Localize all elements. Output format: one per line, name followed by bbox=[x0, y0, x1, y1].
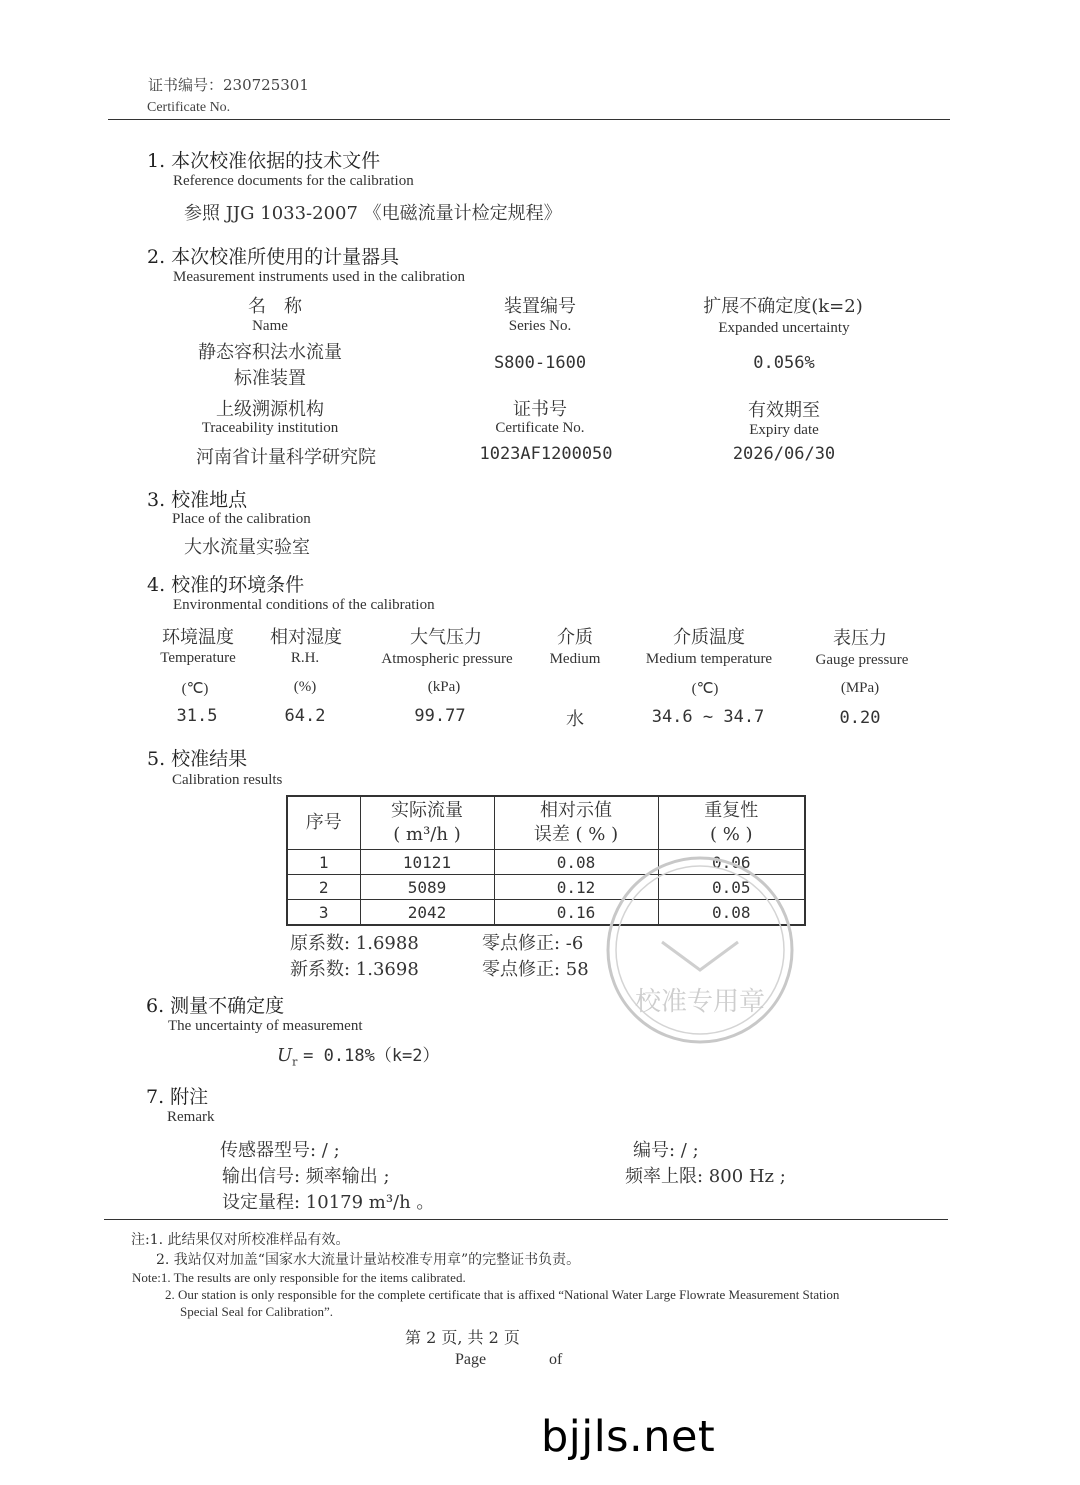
section-4-subtitle: Environmental conditions of the calibration bbox=[173, 597, 435, 613]
section-6-subtitle: The uncertainty of measurement bbox=[168, 1018, 363, 1034]
section-5-title: 5. 校准结果 bbox=[147, 748, 248, 770]
col-series-en: Series No. bbox=[508, 318, 572, 334]
expiry-date: 2026/06/30 bbox=[732, 444, 836, 464]
col-uncertainty-cn: 扩展不确定度(k=2) bbox=[703, 296, 863, 317]
seal-star-mark bbox=[662, 942, 738, 970]
site-watermark: bjjls.net bbox=[541, 1412, 716, 1462]
seal-text: 校准专用章 bbox=[634, 987, 766, 1017]
cell-error: 0.12 bbox=[494, 875, 658, 900]
env-medium-value: 水 bbox=[566, 709, 584, 730]
col-uncertainty-en: Expanded uncertainty bbox=[718, 320, 850, 336]
section-5-subtitle: Calibration results bbox=[172, 772, 283, 788]
certificate-number-label-en: Certificate No. bbox=[147, 100, 231, 115]
cell-repeatability: 0.05 bbox=[658, 875, 805, 900]
env-pressure-unit: (kPa) bbox=[427, 679, 461, 695]
cell-error: 0.08 bbox=[494, 850, 658, 875]
original-zero-correction: 零点修正: -6 bbox=[482, 933, 584, 954]
env-gauge-unit: (MPa) bbox=[840, 680, 880, 696]
env-rh-value: 64.2 bbox=[284, 706, 326, 726]
cell-flow: 10121 bbox=[360, 850, 494, 875]
ur-value: = 0.18%（k=2） bbox=[303, 1046, 440, 1066]
section-1-title: 1. 本次校准依据的技术文件 bbox=[147, 150, 381, 172]
sensor-serial: 编号: / ; bbox=[633, 1140, 699, 1161]
header-flow bbox=[360, 796, 494, 850]
new-coefficient: 新系数: 1.3698 bbox=[290, 959, 419, 980]
env-gauge-en: Gauge pressure bbox=[815, 652, 909, 668]
section-1-subtitle: Reference documents for the calibration bbox=[173, 173, 414, 189]
header-rep-line1: 重复性 bbox=[704, 800, 759, 821]
col-traceability-en: Traceability institution bbox=[201, 420, 339, 436]
page-of-en: of bbox=[549, 1351, 563, 1368]
header-error-line1: 相对示值 bbox=[540, 800, 612, 821]
section-3-title: 3. 校准地点 bbox=[147, 489, 248, 511]
cell-flow: 2042 bbox=[360, 900, 494, 926]
certificate-number: 证书编号：230725301 bbox=[148, 76, 309, 94]
col-expiry-en: Expiry date bbox=[749, 422, 819, 438]
env-medium-en: Medium bbox=[549, 651, 601, 667]
col-cert-en: Certificate No. bbox=[495, 420, 585, 436]
env-medium-temp-value: 34.6 ~ 34.7 bbox=[651, 707, 765, 727]
instrument-name-line1: 静态容积法水流量 bbox=[198, 342, 342, 363]
page-label-en: Page bbox=[455, 1351, 487, 1368]
env-rh-unit: (%) bbox=[293, 679, 317, 695]
table-header-row bbox=[287, 796, 805, 850]
uncertainty-formula bbox=[277, 1041, 440, 1069]
note-en-2b: Special Seal for Calibration”. bbox=[180, 1304, 334, 1319]
cell-seq: 2 bbox=[287, 875, 360, 900]
env-temp-cn: 环境温度 bbox=[162, 627, 234, 648]
output-signal: 输出信号: 频率输出 ; bbox=[222, 1166, 390, 1187]
instrument-name-line2: 标准装置 bbox=[234, 368, 306, 389]
env-medium-temp-unit: (℃) bbox=[691, 681, 719, 697]
header-seq: 序号 bbox=[287, 796, 360, 850]
series-number: S800-1600 bbox=[493, 353, 587, 373]
col-name-cn: 名 称 bbox=[248, 296, 302, 317]
header-rule bbox=[108, 119, 950, 120]
env-gauge-value: 0.20 bbox=[839, 708, 881, 728]
expanded-uncertainty-value: 0.056% bbox=[753, 353, 815, 373]
header-error bbox=[494, 796, 658, 850]
note-en-2a: 2. Our station is only responsible for the complete certificate that is affixed “National Water Large Flowrate Measurement Station bbox=[165, 1287, 840, 1302]
header-repeatability bbox=[658, 796, 805, 850]
cell-error: 0.16 bbox=[494, 900, 658, 926]
env-rh-cn: 相对湿度 bbox=[270, 627, 342, 648]
traceability-institution: 河南省计量科学研究院 bbox=[196, 447, 376, 468]
col-series-cn: 装置编号 bbox=[504, 296, 576, 317]
note-cn-2: 2. 我站仅对加盖“国家水大流量计量站校准专用章”的完整证书负责。 bbox=[156, 1252, 581, 1268]
cell-flow: 5089 bbox=[360, 875, 494, 900]
section-3-subtitle: Place of the calibration bbox=[172, 511, 311, 527]
note-en-1: Note:1. The results are only responsible for the items calibrated. bbox=[132, 1270, 466, 1285]
ur-symbol: U bbox=[277, 1045, 293, 1066]
header-flow-line2: ( m³/h ) bbox=[393, 824, 461, 845]
env-pressure-value: 99.77 bbox=[414, 706, 466, 726]
header-error-line2: 误差 ( % ) bbox=[533, 824, 619, 845]
original-coefficient: 原系数: 1.6988 bbox=[290, 933, 419, 954]
set-range: 设定量程: 10179 m³/h 。 bbox=[222, 1192, 435, 1213]
cell-seq: 3 bbox=[287, 900, 360, 926]
env-pressure-en: Atmospheric pressure bbox=[381, 651, 513, 667]
section-6-title: 6. 测量不确定度 bbox=[146, 995, 285, 1017]
calibration-place: 大水流量实验室 bbox=[184, 537, 310, 558]
section-2-subtitle: Measurement instruments used in the calibration bbox=[173, 269, 466, 285]
col-traceability-cn: 上级溯源机构 bbox=[216, 399, 324, 420]
new-zero-correction: 零点修正: 58 bbox=[482, 959, 589, 980]
cell-repeatability: 0.06 bbox=[658, 850, 805, 875]
cell-repeatability: 0.08 bbox=[658, 900, 805, 926]
page-number-cn: 第 2 页, 共 2 页 bbox=[405, 1328, 520, 1347]
env-medium-temp-en: Medium temperature bbox=[645, 651, 773, 667]
header-flow-line1: 实际流量 bbox=[391, 800, 463, 821]
calibration-seal-stamp bbox=[600, 850, 800, 1050]
footer-rule bbox=[104, 1219, 948, 1220]
env-medium-temp-cn: 介质温度 bbox=[673, 627, 745, 648]
env-temp-unit: (℃) bbox=[181, 681, 209, 697]
col-expiry-cn: 有效期至 bbox=[748, 400, 820, 421]
section-2-title: 2. 本次校准所使用的计量器具 bbox=[147, 246, 400, 268]
cell-seq: 1 bbox=[287, 850, 360, 875]
section-4-title: 4. 校准的环境条件 bbox=[147, 574, 305, 596]
env-gauge-cn: 表压力 bbox=[833, 628, 887, 649]
sensor-model: 传感器型号: / ; bbox=[220, 1140, 340, 1161]
col-name-en: Name bbox=[252, 318, 288, 334]
ur-subscript: r bbox=[292, 1055, 298, 1069]
section-7-title: 7. 附注 bbox=[146, 1086, 209, 1108]
env-rh-en: R.H. bbox=[290, 650, 320, 666]
reference-document: 参照 JJG 1033-2007 《电磁流量计检定规程》 bbox=[184, 203, 562, 224]
col-cert-cn: 证书号 bbox=[513, 399, 567, 420]
env-medium-cn: 介质 bbox=[557, 627, 593, 648]
env-pressure-cn: 大气压力 bbox=[410, 627, 482, 648]
env-temp-value: 31.5 bbox=[176, 706, 218, 726]
frequency-upper-limit: 频率上限: 800 Hz ; bbox=[625, 1166, 786, 1187]
note-cn-1: 注:1. 此结果仅对所校准样品有效。 bbox=[131, 1232, 350, 1248]
header-rep-line2: ( % ) bbox=[709, 824, 753, 845]
traceability-cert-number: 1023AF1200050 bbox=[479, 444, 613, 464]
section-7-subtitle: Remark bbox=[167, 1109, 215, 1125]
env-temp-en: Temperature bbox=[160, 650, 236, 666]
